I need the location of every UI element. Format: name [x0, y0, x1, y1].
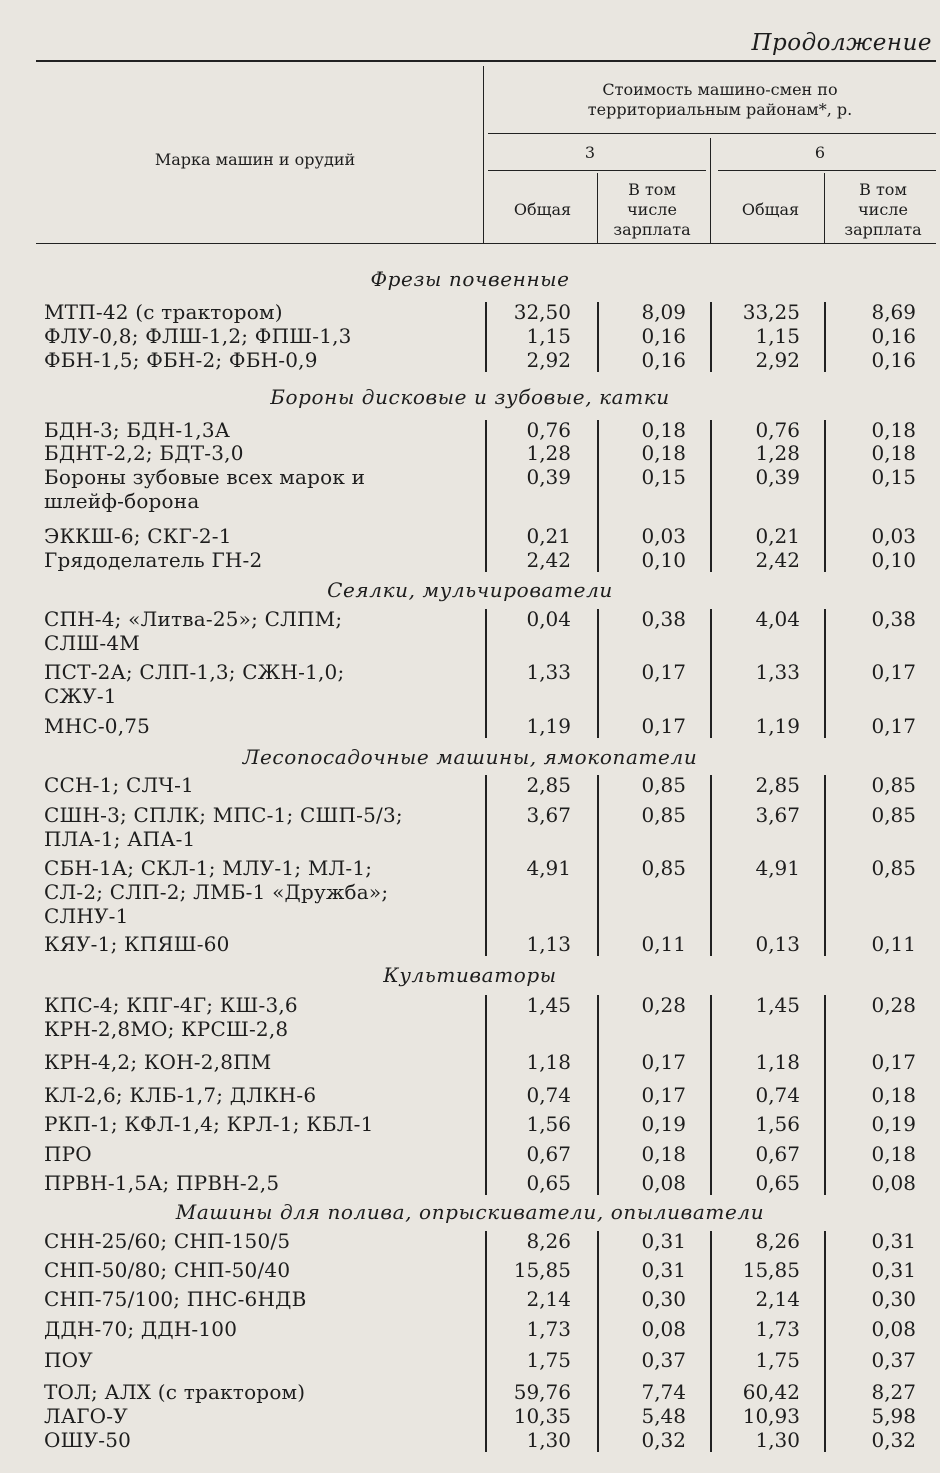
cost-header: Стоимость машино-смен по территориальным районам*, р.	[587, 80, 853, 119]
machine-name: ПРО	[44, 1142, 92, 1166]
wages-r6: 0,37	[871, 1348, 916, 1372]
wages-r6: 0,19	[871, 1112, 916, 1136]
cost-total-r6: 1,28	[755, 441, 800, 465]
column-rule	[485, 995, 487, 1195]
cost-total-r6: 0,67	[755, 1142, 800, 1166]
wages-r6: 0,31	[871, 1229, 916, 1253]
wages-r3: 0,28	[641, 993, 686, 1017]
machine-name: СБН-1А; СКЛ-1; МЛУ-1; МЛ-1; СЛ-2; СЛП-2; ЛМБ-1 «Дружба»; СЛНУ-1	[44, 856, 389, 928]
wages-r3: 0,15	[641, 465, 686, 489]
r3-total-header: Общая	[513, 200, 572, 219]
cost-total-r6: 4,04	[755, 607, 800, 631]
cost-total-r6: 1,45	[755, 993, 800, 1017]
column-rule	[824, 775, 826, 956]
header-divider-r3	[597, 173, 598, 243]
cost-total-r3: 2,14	[526, 1287, 571, 1311]
column-rule	[824, 609, 826, 738]
column-rule	[485, 1231, 487, 1452]
wages-r6: 8,69	[871, 300, 916, 324]
cost-total-r3: 2,42	[526, 548, 571, 572]
wages-r3: 0,16	[641, 324, 686, 348]
wages-r3: 0,18	[641, 441, 686, 465]
cost-total-r6: 3,67	[755, 803, 800, 827]
cost-total-r3: 1,18	[526, 1050, 571, 1074]
cost-total-r6: 0,39	[755, 465, 800, 489]
cost-total-r3: 1,45	[526, 993, 571, 1017]
machine-name: СНП-50/80; СНП-50/40	[44, 1258, 291, 1282]
wages-r3: 0,17	[641, 1083, 686, 1107]
wages-r3: 0,85	[641, 773, 686, 797]
cost-group-rule	[488, 133, 936, 134]
header-divider-regions	[710, 138, 711, 244]
cost-total-r3: 0,65	[526, 1171, 571, 1195]
cost-total-r3: 0,21	[526, 524, 571, 548]
column-rule	[597, 302, 599, 372]
cost-total-r6: 2,85	[755, 773, 800, 797]
wages-r3: 0,18	[641, 418, 686, 442]
machine-name: КПС-4; КПГ-4Г; КШ-3,6 КРН-2,8МО; КРСШ-2,8	[44, 993, 298, 1041]
r3-wages-header: В том числе зарплата	[613, 180, 691, 239]
wages-r3: 0,11	[641, 932, 686, 956]
cost-total-r6: 1,33	[755, 660, 800, 684]
column-rule	[485, 775, 487, 956]
wages-r3: 0,37	[641, 1348, 686, 1372]
cost-total-r6: 8,26	[755, 1229, 800, 1253]
column-rule	[597, 775, 599, 956]
wages-r6: 0,85	[871, 856, 916, 880]
machine-name: ПСТ-2А; СЛП-1,3; СЖН-1,0; СЖУ-1	[44, 660, 345, 708]
cost-total-r3: 15,85	[513, 1258, 571, 1282]
cost-total-r6: 60,42	[742, 1380, 800, 1404]
cost-total-r3: 1,30	[526, 1428, 571, 1452]
column-rule	[710, 420, 712, 572]
column-rule	[597, 1231, 599, 1452]
cost-total-r3: 1,75	[526, 1348, 571, 1372]
machine-name: БДН-3; БДН-1,3А	[44, 418, 231, 442]
region-6-header: 6	[814, 143, 826, 162]
cost-total-r3: 1,73	[526, 1317, 571, 1341]
cost-total-r6: 2,14	[755, 1287, 800, 1311]
header-divider-name	[483, 66, 484, 244]
machine-name: ТОЛ; АЛХ (с трактором)	[44, 1380, 306, 1404]
wages-r6: 0,17	[871, 714, 916, 738]
wages-r6: 0,30	[871, 1287, 916, 1311]
column-rule	[710, 775, 712, 956]
machine-name: СНП-75/100; ПНС-6НДВ	[44, 1287, 307, 1311]
cost-total-r6: 2,92	[755, 348, 800, 372]
wages-r3: 0,31	[641, 1229, 686, 1253]
wages-r6: 0,17	[871, 660, 916, 684]
wages-r3: 0,31	[641, 1258, 686, 1282]
section-title: Фрезы почвенные	[370, 267, 570, 291]
machine-name: РКП-1; КФЛ-1,4; КРЛ-1; КБЛ-1	[44, 1112, 374, 1136]
machine-name: КРН-4,2; КОН-2,8ПМ	[44, 1050, 272, 1074]
wages-r3: 0,85	[641, 803, 686, 827]
wages-r6: 0,38	[871, 607, 916, 631]
cost-total-r3: 1,13	[526, 932, 571, 956]
machine-name: ЛАГО-У	[44, 1404, 128, 1428]
wages-r6: 5,98	[871, 1404, 916, 1428]
cost-total-r3: 59,76	[513, 1380, 571, 1404]
cost-total-r3: 32,50	[513, 300, 571, 324]
column-rule	[485, 609, 487, 738]
column-rule	[824, 420, 826, 572]
wages-r3: 5,48	[641, 1404, 686, 1428]
cost-total-r3: 0,74	[526, 1083, 571, 1107]
wages-r6: 0,10	[871, 548, 916, 572]
wages-r6: 0,31	[871, 1258, 916, 1282]
wages-r6: 0,18	[871, 1142, 916, 1166]
wages-r3: 0,18	[641, 1142, 686, 1166]
column-rule	[597, 995, 599, 1195]
cost-total-r6: 4,91	[755, 856, 800, 880]
wages-r3: 0,19	[641, 1112, 686, 1136]
cost-total-r3: 3,67	[526, 803, 571, 827]
wages-r6: 0,15	[871, 465, 916, 489]
continuation-label: Продолжение	[751, 30, 932, 56]
wages-r3: 7,74	[641, 1380, 686, 1404]
machine-name: СШН-3; СПЛК; МПС-1; СШП-5/3; ПЛА-1; АПА-1	[44, 803, 403, 851]
column-rule	[824, 995, 826, 1195]
section-title: Лесопосадочные машины, ямокопатели	[242, 745, 698, 769]
cost-total-r6: 1,30	[755, 1428, 800, 1452]
machine-name: ДДН-70; ДДН-100	[44, 1317, 238, 1341]
wages-r3: 0,10	[641, 548, 686, 572]
wages-r3: 0,30	[641, 1287, 686, 1311]
wages-r3: 0,32	[641, 1428, 686, 1452]
machine-name: ЭККШ-6; СКГ-2-1	[44, 524, 232, 548]
column-rule	[597, 420, 599, 572]
machine-name: КЛ-2,6; КЛБ-1,7; ДЛКН-6	[44, 1083, 317, 1107]
machine-name: БДНТ-2,2; БДТ-3,0	[44, 441, 244, 465]
column-rule	[824, 1231, 826, 1452]
cost-total-r6: 33,25	[742, 300, 800, 324]
cost-total-r6: 10,93	[742, 1404, 800, 1428]
wages-r6: 0,18	[871, 418, 916, 442]
machine-name: Бороны зубовые всех марок и шлейф-борона	[44, 465, 366, 513]
cost-total-r3: 10,35	[513, 1404, 571, 1428]
machine-name: КЯУ-1; КПЯШ-60	[44, 932, 230, 956]
wages-r6: 0,17	[871, 1050, 916, 1074]
wages-r3: 8,09	[641, 300, 686, 324]
machine-name: СНН-25/60; СНП-150/5	[44, 1229, 291, 1253]
machine-name: МТП-42 (с трактором)	[44, 300, 283, 324]
cost-total-r6: 0,74	[755, 1083, 800, 1107]
cost-total-r6: 1,73	[755, 1317, 800, 1341]
wages-r6: 0,18	[871, 441, 916, 465]
cost-total-r6: 0,76	[755, 418, 800, 442]
machine-name: СПН-4; «Литва-25»; СЛПМ; СЛШ-4М	[44, 607, 343, 655]
top-rule	[36, 60, 936, 62]
wages-r6: 0,11	[871, 932, 916, 956]
machine-name: МНС-0,75	[44, 714, 151, 738]
cost-total-r6: 1,56	[755, 1112, 800, 1136]
cost-total-r3: 0,67	[526, 1142, 571, 1166]
machine-name: ПРВН-1,5А; ПРВН-2,5	[44, 1171, 280, 1195]
cost-total-r3: 2,85	[526, 773, 571, 797]
cost-total-r3: 0,39	[526, 465, 571, 489]
column-rule	[485, 302, 487, 372]
section-title: Машины для полива, опрыскиватели, опыливатели	[175, 1200, 765, 1224]
cost-total-r6: 1,75	[755, 1348, 800, 1372]
cost-total-r6: 1,15	[755, 324, 800, 348]
machine-brand-header: Марка машин и орудий	[154, 150, 356, 169]
cost-total-r3: 1,28	[526, 441, 571, 465]
wages-r6: 0,85	[871, 803, 916, 827]
wages-r6: 0,18	[871, 1083, 916, 1107]
cost-total-r6: 1,19	[755, 714, 800, 738]
column-rule	[485, 420, 487, 572]
wages-r3: 0,08	[641, 1317, 686, 1341]
column-rule	[710, 302, 712, 372]
section-title: Культиваторы	[383, 963, 557, 987]
region-6-rule	[718, 170, 936, 171]
wages-r6: 0,32	[871, 1428, 916, 1452]
cost-total-r3: 1,56	[526, 1112, 571, 1136]
wages-r6: 0,28	[871, 993, 916, 1017]
cost-total-r6: 15,85	[742, 1258, 800, 1282]
wages-r6: 0,08	[871, 1171, 916, 1195]
machine-name: ССН-1; СЛЧ-1	[44, 773, 194, 797]
cost-total-r6: 0,13	[755, 932, 800, 956]
cost-total-r6: 1,18	[755, 1050, 800, 1074]
section-title: Бороны дисковые и зубовые, катки	[270, 385, 670, 409]
machine-name: ОШУ-50	[44, 1428, 132, 1452]
wages-r3: 0,17	[641, 714, 686, 738]
region-3-header: 3	[584, 143, 596, 162]
cost-total-r3: 8,26	[526, 1229, 571, 1253]
wages-r6: 0,16	[871, 348, 916, 372]
cost-total-r3: 1,19	[526, 714, 571, 738]
cost-total-r3: 4,91	[526, 856, 571, 880]
cost-total-r3: 1,33	[526, 660, 571, 684]
cost-total-r6: 2,42	[755, 548, 800, 572]
wages-r3: 0,08	[641, 1171, 686, 1195]
cost-total-r3: 0,76	[526, 418, 571, 442]
column-rule	[710, 1231, 712, 1452]
wages-r3: 0,17	[641, 1050, 686, 1074]
column-rule	[710, 995, 712, 1195]
wages-r3: 0,38	[641, 607, 686, 631]
cost-total-r6: 0,65	[755, 1171, 800, 1195]
wages-r3: 0,85	[641, 856, 686, 880]
section-title: Сеялки, мульчирователи	[327, 578, 613, 602]
wages-r3: 0,17	[641, 660, 686, 684]
wages-r6: 8,27	[871, 1380, 916, 1404]
machine-name: ФБН-1,5; ФБН-2; ФБН-0,9	[44, 348, 318, 372]
column-rule	[710, 609, 712, 738]
r6-wages-header: В том числе зарплата	[844, 180, 922, 239]
header-divider-r6	[824, 173, 825, 243]
cost-total-r3: 1,15	[526, 324, 571, 348]
machine-name: Грядоделатель ГН-2	[44, 548, 263, 572]
wages-r3: 0,16	[641, 348, 686, 372]
column-rule	[597, 609, 599, 738]
column-rule	[824, 302, 826, 372]
machine-name: ФЛУ-0,8; ФЛШ-1,2; ФПШ-1,3	[44, 324, 352, 348]
cost-total-r3: 2,92	[526, 348, 571, 372]
region-3-rule	[488, 170, 706, 171]
wages-r6: 0,85	[871, 773, 916, 797]
wages-r6: 0,08	[871, 1317, 916, 1341]
machine-name: ПОУ	[44, 1348, 93, 1372]
r6-total-header: Общая	[741, 200, 800, 219]
header-bottom-rule	[36, 243, 936, 244]
cost-total-r6: 0,21	[755, 524, 800, 548]
wages-r6: 0,16	[871, 324, 916, 348]
wages-r6: 0,03	[871, 524, 916, 548]
cost-total-r3: 0,04	[526, 607, 571, 631]
wages-r3: 0,03	[641, 524, 686, 548]
